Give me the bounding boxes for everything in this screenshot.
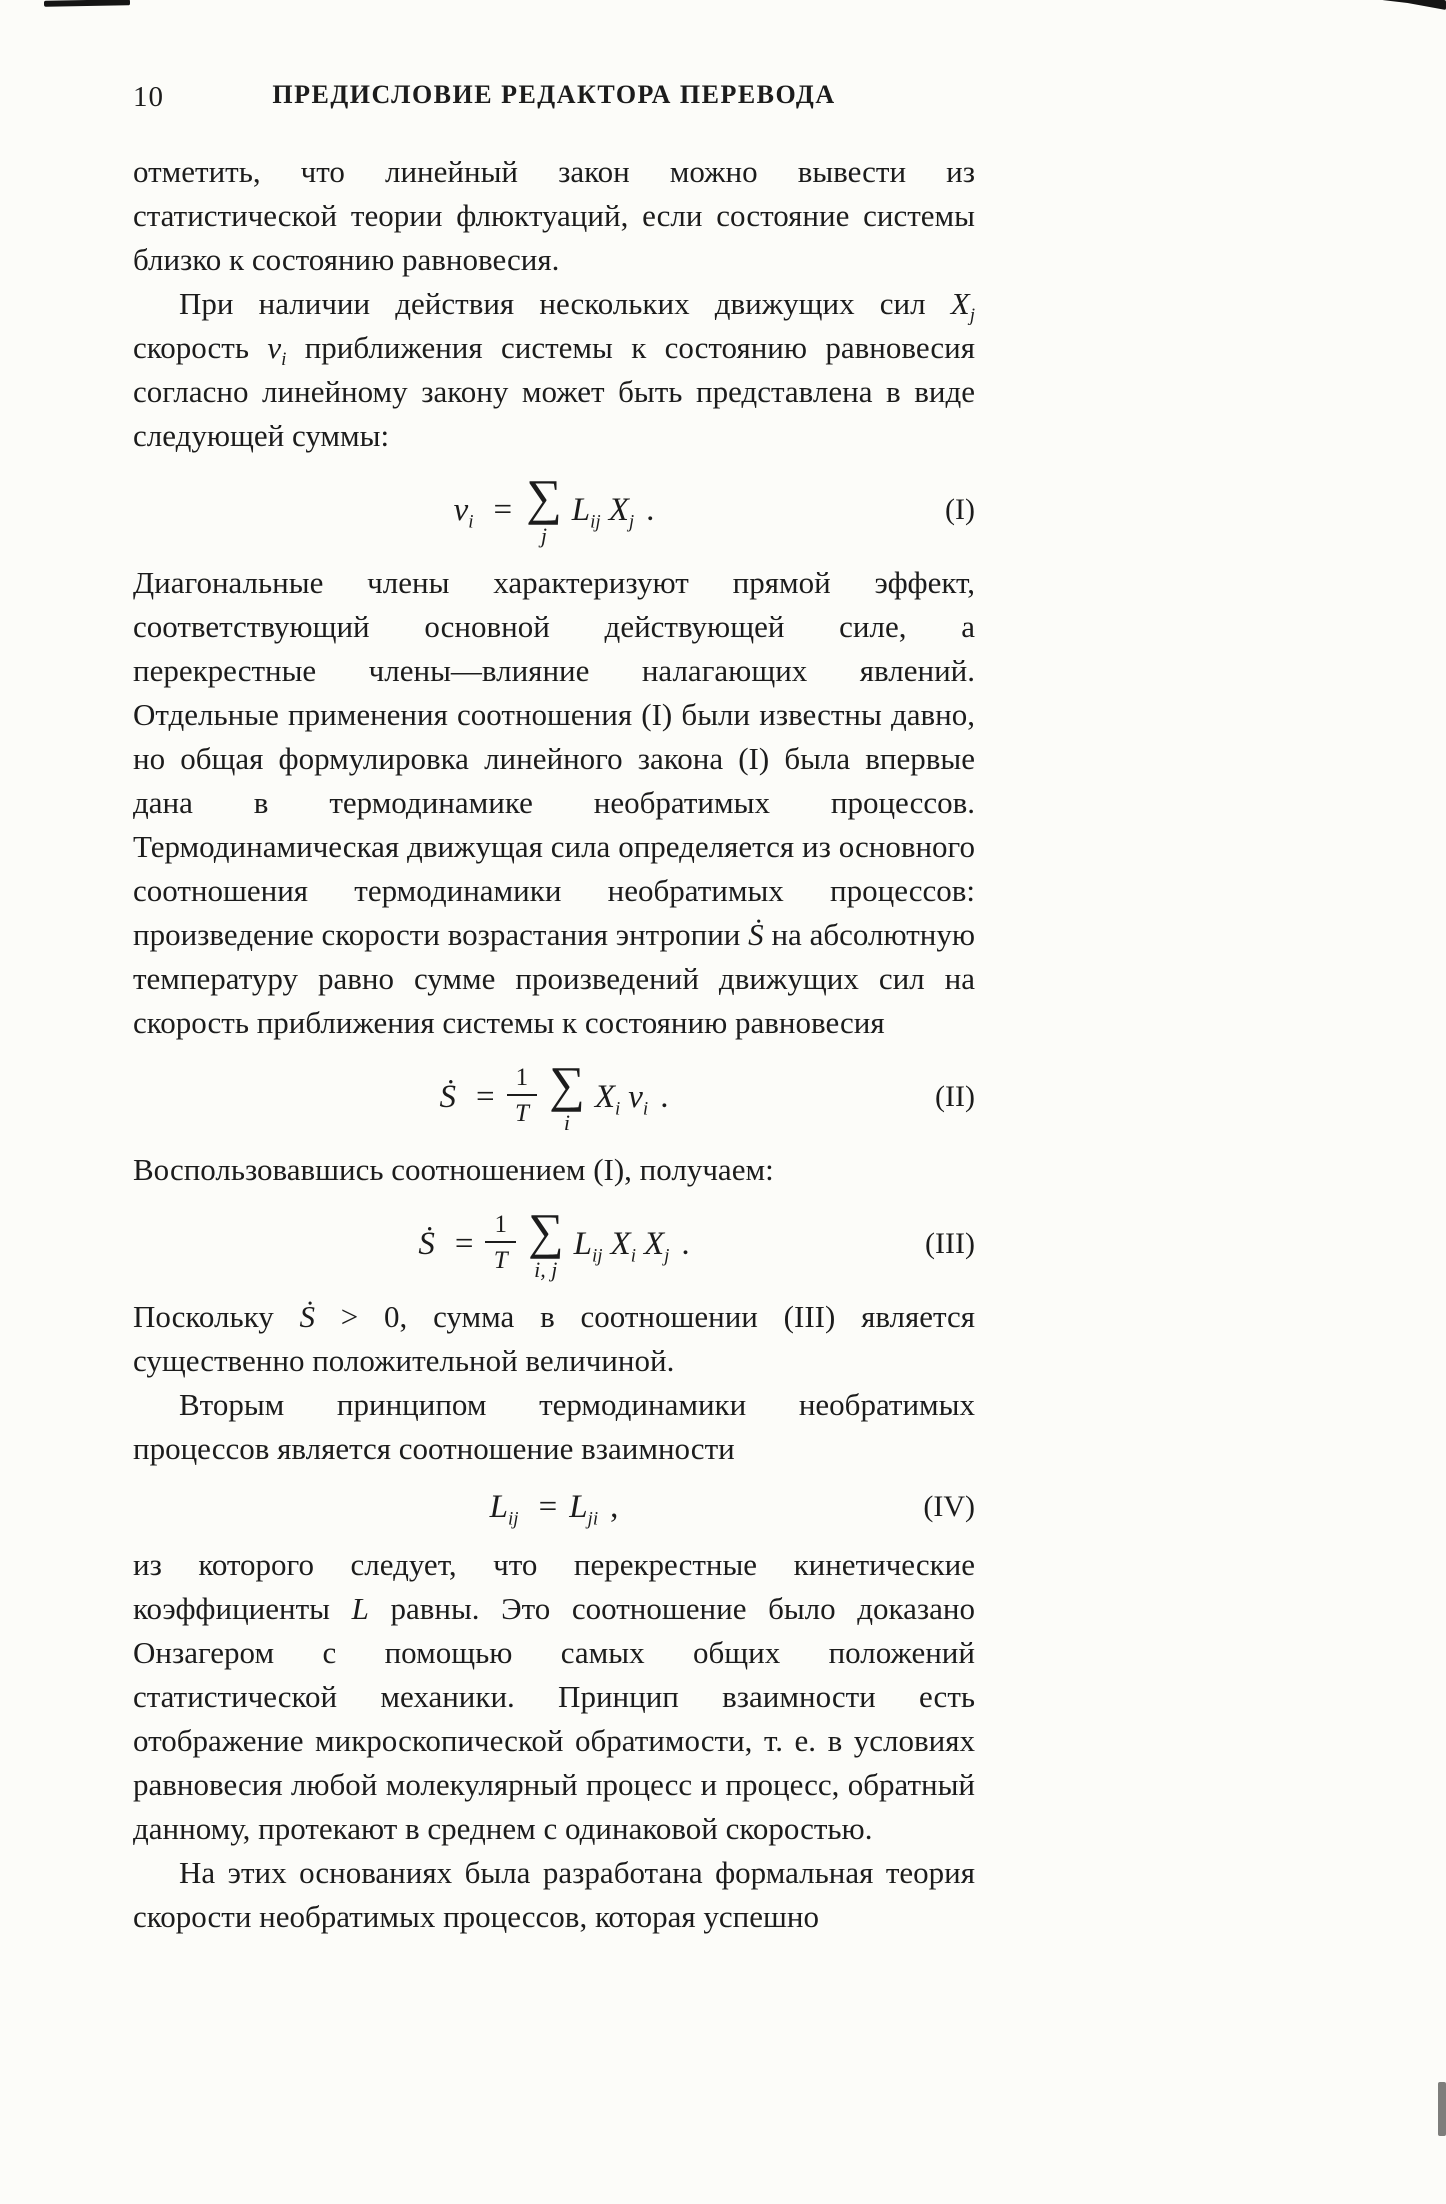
summation-index: i xyxy=(563,1110,571,1135)
summation-index: i, j xyxy=(534,1257,558,1282)
equation-number: (III) xyxy=(925,1226,975,1260)
running-header xyxy=(133,80,975,113)
equation-II xyxy=(133,1056,975,1135)
paragraph-5 xyxy=(133,1295,975,1383)
math-subscript: ji xyxy=(587,1508,599,1530)
sigma-icon: ∑ xyxy=(526,469,562,525)
summation-index: j xyxy=(540,523,548,548)
math-base: v xyxy=(628,1078,643,1115)
paragraph-1: отметить, что линейный закон можно вывести из статистической теории флюктуаций, если состояние системы близко к состоянию равновесия. xyxy=(133,154,975,277)
math-subscript: j xyxy=(664,1245,670,1267)
equation-number: (II) xyxy=(935,1079,975,1113)
math-subscript: i xyxy=(614,1098,621,1120)
math-var-S-dot: Ṡ xyxy=(439,1078,457,1115)
paragraph-text: на абсолютную температуру равно сумме произведений движущих сил на скорость приближения системы к состоянию равновесия xyxy=(133,917,975,1040)
math-var-S-dot: Ṡ xyxy=(299,1299,316,1334)
comma: , xyxy=(610,1489,619,1525)
text-column xyxy=(133,150,975,1939)
paragraph-6: Вторым принципом термодинамики необратимых процессов является соотношение взаимности xyxy=(133,1387,975,1466)
scan-artifact-top-left xyxy=(44,0,130,7)
scan-artifact-top-right xyxy=(1382,0,1446,10)
paragraph-text: равны. Это соотношение было доказано Онзагером с помощью самых общих положений статистической механики. Принцип взаимности есть отображение микроскопической обратимости, т. е. в условиях равновесия любой молекулярный процесс и процесс, обратный данному, протекают в среднем с одинаковой скоростью. xyxy=(133,1591,975,1846)
fraction-numerator: 1 xyxy=(485,1211,516,1244)
math-base: v xyxy=(453,491,469,528)
paragraph-text: Диагональные члены характеризуют прямой эффект, соответствующий основной действующей силе, а перекрестные члены—влияние налагающих явлений. Отдельные применения соотношения (I) были известны давно, но общая формулировка линейного закона (I) была впервые дана в термодинамике необратимых процессов. Термодинамическая движущая сила определяется из основного соотношения термодинамики необратимых процессов: произведение скорости возрастания энтропии xyxy=(133,565,975,952)
period: . xyxy=(646,491,655,528)
math-term xyxy=(574,1222,603,1266)
paragraph-3 xyxy=(133,561,975,1045)
equation-number: (I) xyxy=(945,492,975,526)
summation xyxy=(527,1203,564,1282)
math-term xyxy=(644,1222,669,1266)
math-term xyxy=(569,1485,598,1529)
math-term xyxy=(572,488,601,532)
equals-sign: = xyxy=(454,1225,474,1262)
paragraph-text: из которого следует, что перекрестные кинетические коэффициенты xyxy=(133,1547,975,1626)
paragraph-4: Воспользовавшись соотношением (I), получаем: xyxy=(133,1152,774,1187)
math-term xyxy=(609,488,634,532)
math-base: L xyxy=(569,1489,588,1525)
paragraph-7 xyxy=(133,1543,975,1851)
math-base: X xyxy=(594,1078,615,1115)
math-term xyxy=(611,1222,636,1266)
paragraph-text: > 0, сумма в соотношении (III) является существенно положительной величиной. xyxy=(133,1299,975,1378)
equation-body xyxy=(418,1203,690,1282)
math-subscript: j xyxy=(969,305,975,327)
equation-body xyxy=(453,469,655,548)
summation xyxy=(526,469,562,548)
math-base: X xyxy=(610,1225,631,1262)
math-base: X xyxy=(950,286,970,321)
math-subscript: j xyxy=(628,511,635,533)
fraction-denominator: T xyxy=(514,1100,529,1128)
period: . xyxy=(681,1225,690,1262)
paragraph-8: На этих основаниях была разработана формальная теория скорости необратимых процессов, которая успешно xyxy=(133,1855,975,1934)
math-base: v xyxy=(267,330,282,365)
math-subscript: i xyxy=(468,511,474,533)
math-base: X xyxy=(608,491,629,528)
fraction-denominator: T xyxy=(493,1247,508,1275)
equation-body xyxy=(439,1056,669,1135)
fraction-numerator: 1 xyxy=(507,1064,538,1097)
fraction xyxy=(507,1064,538,1130)
paragraph-text: скорость xyxy=(133,330,268,365)
math-term-lhs xyxy=(454,488,474,532)
math-subscript: ij xyxy=(508,1508,519,1530)
paragraph-text: приближения системы к состоянию равновесия согласно линейному закону может быть представлена в виде следующей суммы: xyxy=(133,330,975,453)
equation-I xyxy=(133,469,975,548)
math-var-S-dot: Ṡ xyxy=(418,1225,435,1262)
math-subscript: i xyxy=(281,349,287,371)
math-var-X xyxy=(950,286,975,327)
equation-number: (IV) xyxy=(923,1490,975,1523)
equation-III xyxy=(133,1203,975,1282)
math-base: L xyxy=(573,1225,592,1262)
math-base: X xyxy=(643,1225,665,1262)
math-subscript: i xyxy=(642,1098,649,1120)
math-term xyxy=(628,1075,648,1119)
sigma-icon: ∑ xyxy=(549,1056,585,1112)
math-subscript: ij xyxy=(591,1245,603,1267)
period: . xyxy=(660,1078,669,1115)
math-base: L xyxy=(489,1489,508,1525)
paragraph-2 xyxy=(133,282,975,458)
equation-IV xyxy=(133,1485,975,1529)
math-subscript: ij xyxy=(590,511,601,533)
math-var-L: L xyxy=(351,1591,369,1626)
summation xyxy=(549,1056,585,1135)
page-number: 10 xyxy=(133,81,164,113)
equals-sign: = xyxy=(476,1078,495,1115)
equals-sign: = xyxy=(538,1489,558,1525)
running-head-title: ПРЕДИСЛОВИЕ РЕДАКТОРА ПЕРЕВОДА xyxy=(272,80,836,109)
sigma-icon: ∑ xyxy=(527,1203,564,1259)
equals-sign: = xyxy=(493,491,513,528)
paragraph-text: При наличии действия нескольких движущих сил xyxy=(179,286,951,321)
math-subscript: i xyxy=(630,1245,636,1267)
math-var-S-dot: Ṡ xyxy=(748,917,764,952)
fraction xyxy=(485,1211,516,1277)
math-term xyxy=(490,1485,519,1529)
math-base: L xyxy=(571,491,591,528)
math-term xyxy=(595,1075,620,1119)
math-var-v xyxy=(267,330,287,371)
scan-artifact-bottom-right xyxy=(1438,2082,1446,2136)
paragraph-text: Поскольку xyxy=(133,1299,300,1334)
equation-body xyxy=(490,1485,619,1529)
